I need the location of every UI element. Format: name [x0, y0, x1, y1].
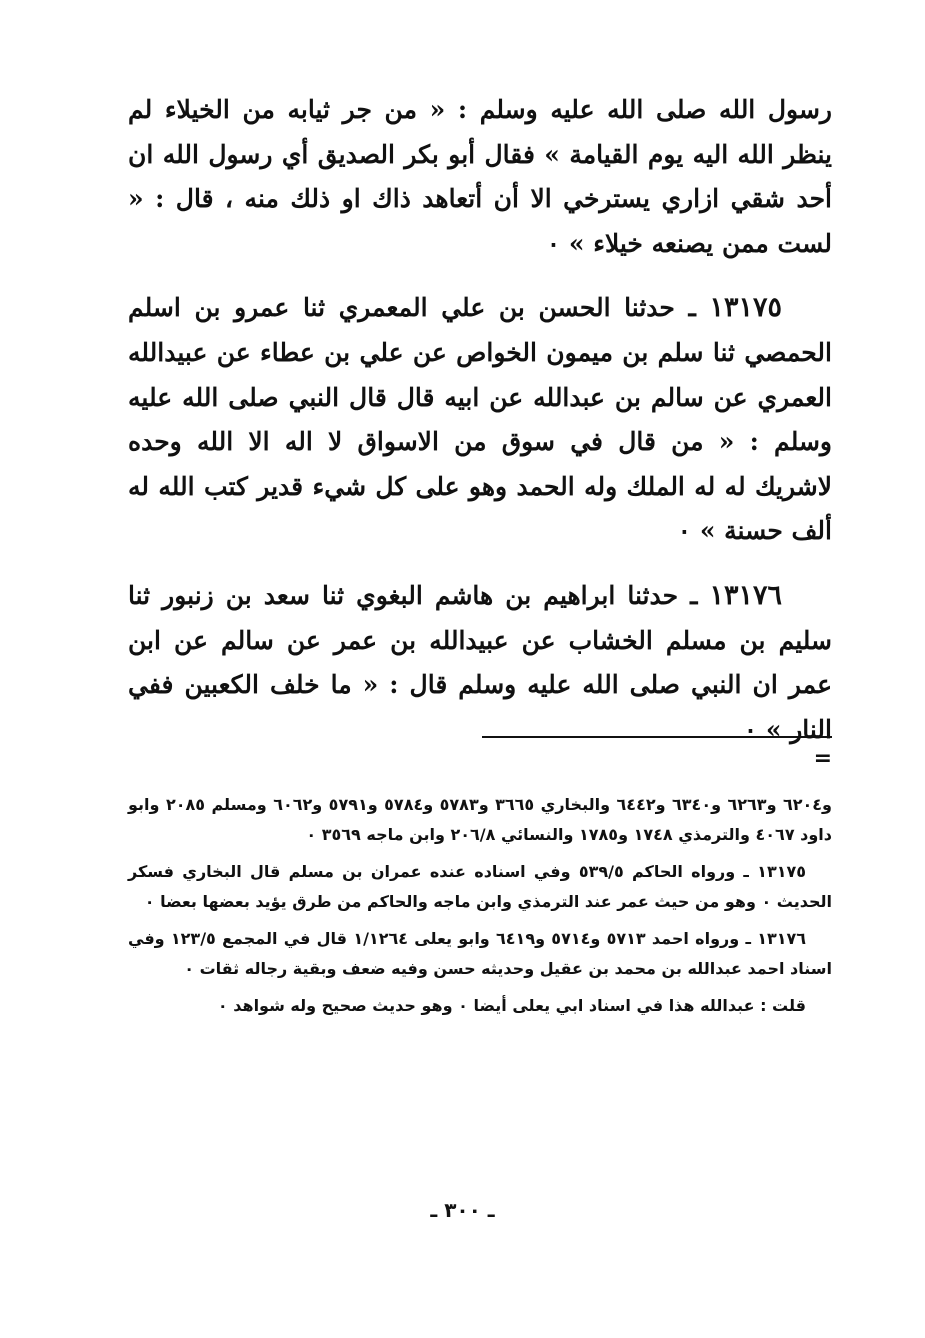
main-text — [128, 88, 832, 752]
footnote-continuation: و٦٢٠٤ و٦٢٦٣ و٦٣٤٠ و٦٤٤٢ والبخاري ٣٦٦٥ و٥٧٨٣ و٥٧٨٤ و٥٧٩١ و٦٠٦٢ ومسلم ٢٠٨٥ وابو داود ٤٠٦٧ والترمذي ١٧٤٨ و١٧٨٥ والنسائي ٢٠٦/٨ وابن ماجه ٣٥٦٩ ٠ — [128, 795, 832, 844]
footnote-continuation-mark: = — [813, 746, 832, 771]
hadith-text: ـ حدثنا الحسن بن علي المعمري ثنا عمرو بن اسلم الحمصي ثنا سلم بن ميمون الخواص عن علي بن عطاء عن عبيدالله العمري عن سالم بن عبدالله عن ابيه قال قال النبي صلى الله عليه وسلم : « من قال في سوق من الاسواق لا اله الا الله وحده لاشريك له له الملك وله الحمد وهو على كل شيء قدير كتب الله له ألف حسنة » ٠ — [128, 293, 832, 546]
footnote-remark: قلت : عبدالله هذا في اسناد ابي يعلى أيضا ٠ وهو حديث صحيح وله شواهد ٠ — [217, 996, 806, 1015]
hadith-continuation: رسول الله صلى الله عليه وسلم : « من جر ثيابه من الخيلاء لم ينظر الله اليه يوم القيامة » فقال أبو بكر الصديق أي رسول الله ان أحد شقي ازاري يسترخي الا أن أتعاهد ذاك او ذلك منه ، قال : « لست ممن يصنعه خيلاء » ٠ — [128, 95, 832, 258]
hadith-number: ١٣١٧٥ — [709, 292, 782, 324]
hadith-number: ١٣١٧٦ — [709, 579, 782, 611]
page-number: ـ ٣٠٠ ـ — [430, 1198, 495, 1222]
footnote-13175: ١٣١٧٥ ـ ورواه الحاكم ٥٣٩/٥ وفي اسناده عنده عمران بن مسلم قال البخاري فسكر الحديث ٠ وهو من حيث عمر عند الترمذي وابن ماجه والحاكم من طرق يؤيد بعضها بعضا ٠ — [128, 862, 832, 911]
footnote-separator-line — [482, 736, 832, 738]
footnote-13176: ١٣١٧٦ ـ ورواه احمد ٥٧١٣ و٥٧١٤ و٦٤١٩ وابو يعلى ١/١٢٦٤ قال في المجمع ١٢٣/٥ وفي اسناد احمد عبدالله بن محمد بن عقيل وحديثه حسن وفيه ضعف وبقية رجاله ثقات ٠ — [128, 929, 832, 978]
footnotes — [128, 790, 832, 1021]
hadith-text: ـ حدثنا ابراهيم بن هاشم البغوي ثنا سعد بن زنبور ثنا سليم بن مسلم الخشاب عن عبيدالله بن عمر عن سالم عن ابن عمر ان النبي صلى الله عليه وسلم قال : « ما خلف الكعبين ففي النار » ٠ — [128, 580, 832, 744]
hadith-13175 — [128, 286, 832, 554]
hadith-13176 — [128, 574, 832, 752]
